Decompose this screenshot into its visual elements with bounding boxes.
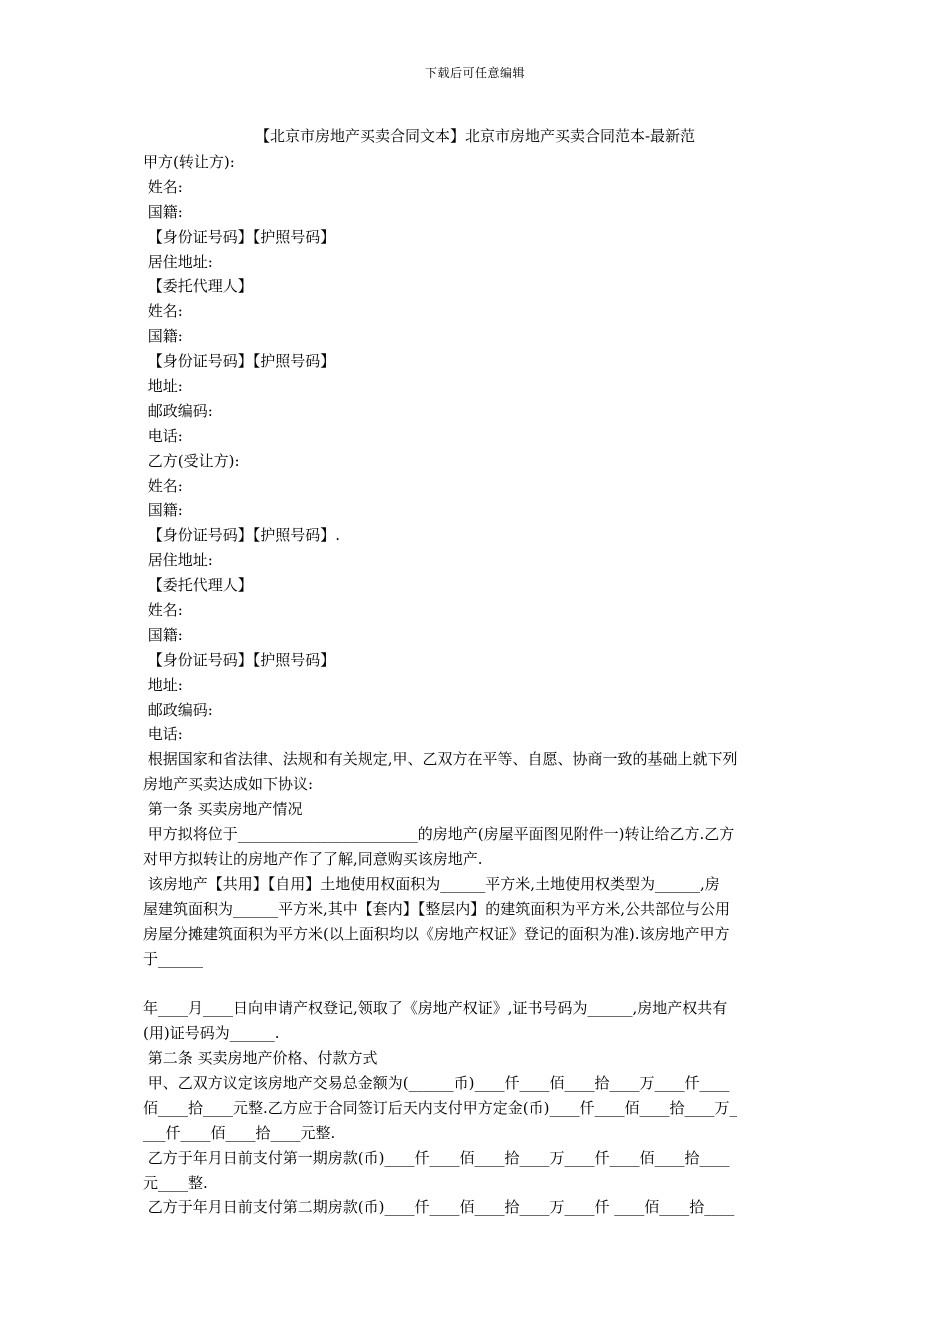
text-line: 第一条 买卖房地产情况 xyxy=(143,800,303,819)
text-line: 屋建筑面积为______平方米,其中【套内】【整层内】的建筑面积为平方米,公共部位与公用 xyxy=(143,899,731,918)
header-note: 下载后可任意编辑 xyxy=(424,66,525,80)
text-line: 甲方拟将位于________________________的房地产(房屋平面图见附件一)转让给乙方.乙方 xyxy=(143,825,735,844)
text-line: 【委托代理人】 xyxy=(143,277,253,296)
text-line: 该房地产【共用】【自用】土地使用权面积为______平方米,土地使用权类型为______,房 xyxy=(143,874,720,893)
document-title: 【北京市房地产买卖合同文本】北京市房地产买卖合同范本-最新范 xyxy=(254,127,696,145)
text-line: 甲、乙双方议定该房地产交易总金额为(______币)____仟____佰____拾____万____仟____ xyxy=(143,1073,730,1092)
text-line: 地址: xyxy=(143,675,183,694)
text-line: 邮政编码: xyxy=(143,700,213,719)
text-line: ___仟____佰____拾____元整. xyxy=(143,1123,336,1142)
text-line: 居住地址: xyxy=(143,252,213,271)
text-line: 第二条 买卖房地产价格、付款方式 xyxy=(143,1049,378,1068)
contract-body xyxy=(143,150,809,1220)
text-line: 国籍: xyxy=(143,327,183,346)
text-line: 对甲方拟转让的房地产作了了解,同意购买该房地产. xyxy=(143,849,483,868)
text-line: 【身份证号码】【护照号码】. xyxy=(143,526,341,545)
text-line: 国籍: xyxy=(143,625,183,644)
text-line: 根据国家和省法律、法规和有关规定,甲、乙双方在平等、自愿、协商一致的基础上就下列 xyxy=(143,750,738,769)
text-line: 姓名: xyxy=(143,476,183,495)
text-line: 乙方于年月日前支付第一期房款(币)____仟____佰____拾____万____仟____佰____拾____ xyxy=(143,1148,730,1167)
text-line: 元____整. xyxy=(143,1173,208,1192)
text-line: 【身份证号码】【护照号码】 xyxy=(143,227,336,246)
text-line: 于______ xyxy=(143,949,204,968)
text-line: 国籍: xyxy=(143,202,183,221)
text-line: 乙方(受让方): xyxy=(143,451,240,470)
text-line: 地址: xyxy=(143,377,183,396)
text-line: 【身份证号码】【护照号码】 xyxy=(143,650,336,669)
text-line: 【委托代理人】 xyxy=(143,576,253,595)
text-line: 姓名: xyxy=(143,601,183,620)
text-line: 房屋分摊建筑面积为平方米(以上面积均以《房地产权证》登记的面积为准).该房地产甲方 xyxy=(143,924,730,943)
text-line: 年____月____日向申请产权登记,领取了《房地产权证》,证书号码为______,房地产权共有 xyxy=(143,999,728,1018)
text-line: 电话: xyxy=(143,725,183,744)
text-line: 国籍: xyxy=(143,501,183,520)
text-line: 房地产买卖达成如下协议: xyxy=(143,775,314,794)
text-line: (用)证号码为______. xyxy=(143,1024,280,1043)
text-line: 甲方(转让方): xyxy=(143,153,235,171)
text-line: 佰____拾____元整.乙方应于合同签订后天内支付甲方定金(币)____仟____佰____拾____万_ xyxy=(143,1098,737,1117)
text-line: 姓名: xyxy=(143,302,183,321)
blank-line xyxy=(143,971,809,996)
text-line: 电话: xyxy=(143,426,183,445)
text-line: 居住地址: xyxy=(143,551,213,570)
text-line: 【身份证号码】【护照号码】 xyxy=(143,352,336,371)
text-line: 乙方于年月日前支付第二期房款(币)____仟____佰____拾____万____仟 ____佰____拾____ xyxy=(143,1198,735,1217)
text-line: 邮政编码: xyxy=(143,401,213,420)
text-line: 姓名: xyxy=(143,177,183,196)
